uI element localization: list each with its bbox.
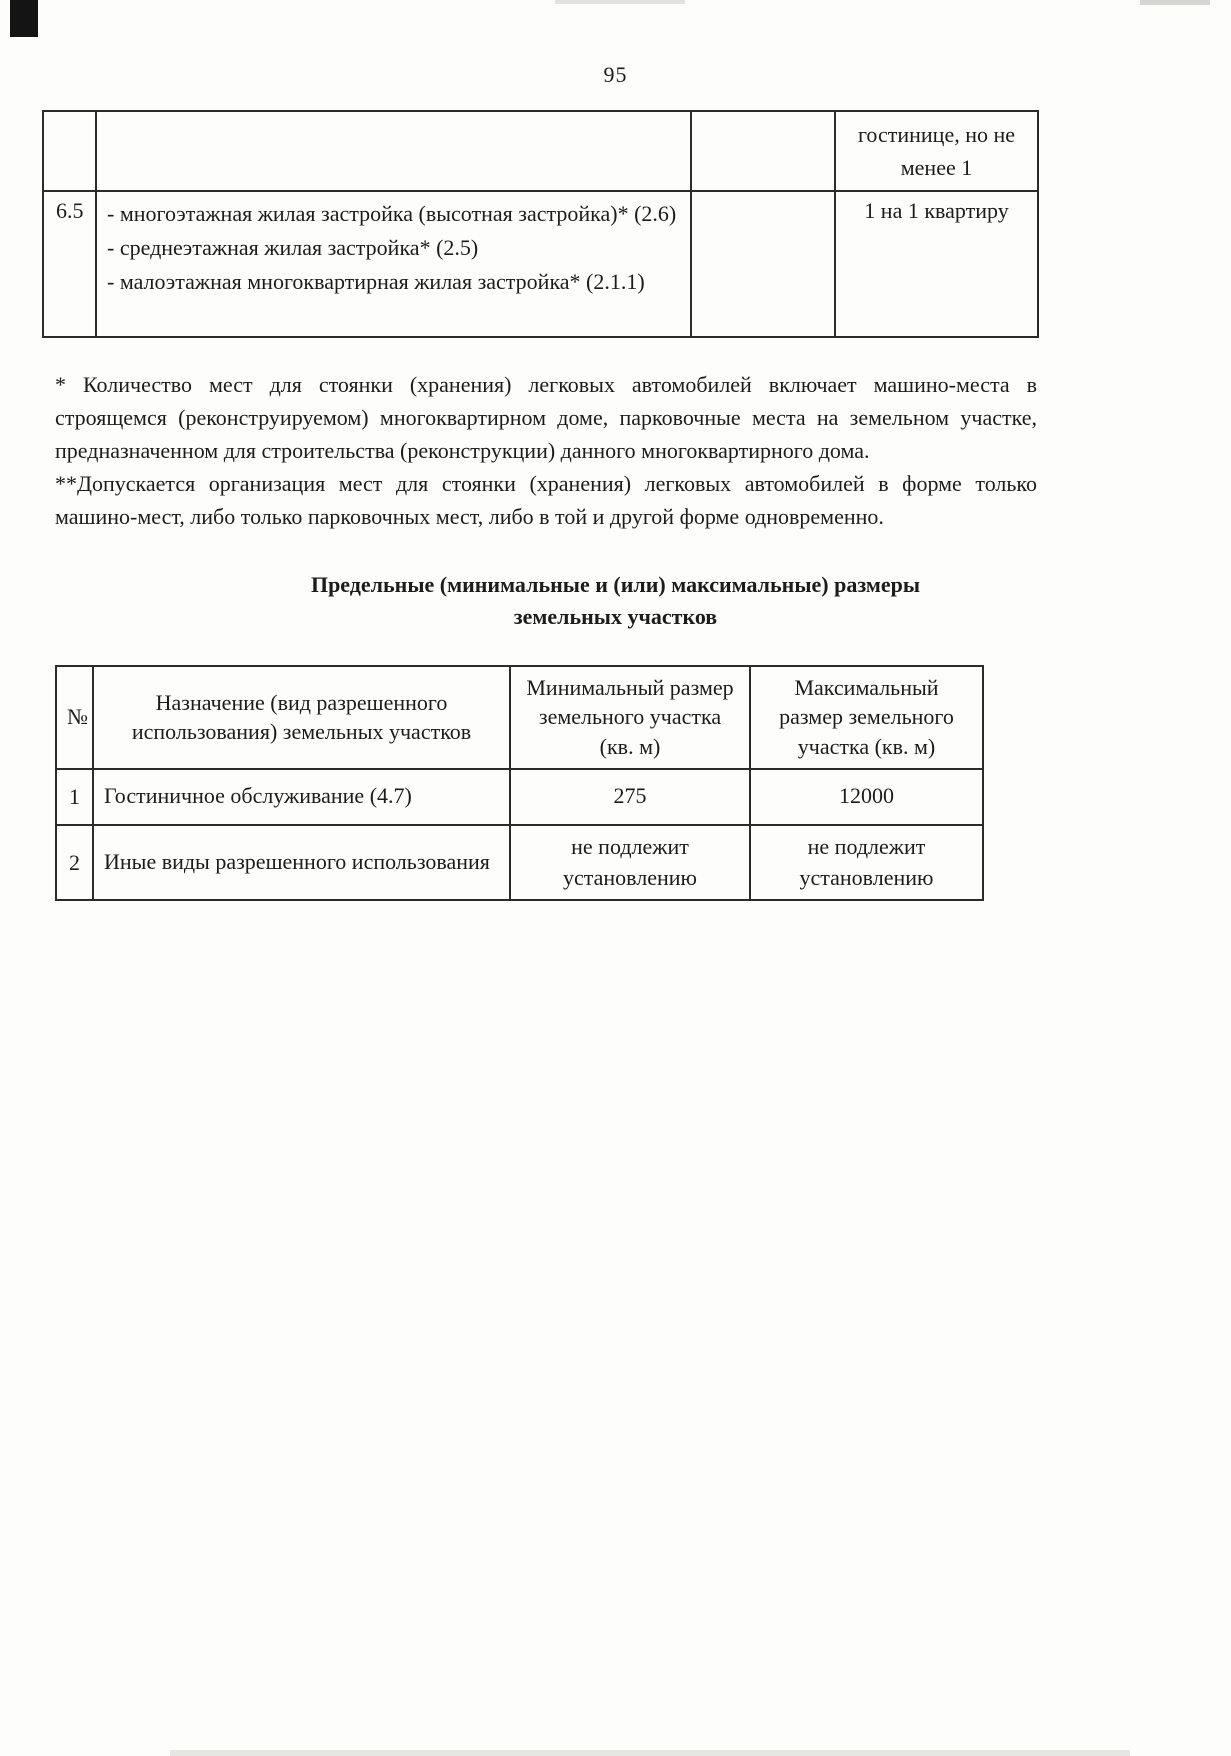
table-cell-max-size: не подлежит установлению <box>750 825 983 901</box>
header-cell-purpose: Назначение (вид разрешенного использования) земельных участков <box>93 666 510 769</box>
header-cell-max-size: Максимальный размер земельного участка (кв. м) <box>750 666 983 769</box>
table-row <box>43 111 1038 191</box>
table-row <box>43 191 1038 337</box>
header-cell-min-size: Минимальный размер земельного участка (кв. м) <box>510 666 750 769</box>
table-row <box>56 769 983 825</box>
scan-edge-artifact <box>555 0 685 4</box>
table-cell-min-size: 275 <box>510 769 750 825</box>
scan-edge-artifact <box>170 1750 1130 1756</box>
table-cell-norm: гостинице, но не менее 1 <box>835 111 1038 191</box>
scan-edge-artifact <box>1140 0 1210 5</box>
table-cell-blank <box>691 111 835 191</box>
table-cell-blank <box>691 191 835 337</box>
section-title <box>0 569 1231 633</box>
table-cell-number: 1 <box>56 769 93 825</box>
table-row <box>56 825 983 901</box>
section-title-line-2: земельных участков <box>513 603 718 629</box>
land-use-item: - многоэтажная жилая застройка (высотная застройка)* (2.6) <box>107 201 677 226</box>
table-cell-number: 6.5 <box>43 191 96 337</box>
footnote-double-asterisk: **Допускается организация мест для стоянки (хранения) легковых автомобилей в форме только машино-мест, либо только парковочных мест, либо в той и другой форме одновременно. <box>55 471 1037 529</box>
section-title-line-1: Предельные (минимальные и (или) максимальные) размеры <box>310 572 921 597</box>
table-cell-max-size: 12000 <box>750 769 983 825</box>
table-cell-description <box>96 191 691 337</box>
scan-corner-mark <box>10 0 38 37</box>
land-use-item: - малоэтажная многоквартирная жилая застройка* (2.1.1) <box>107 268 645 294</box>
page-number: 95 <box>603 62 628 87</box>
land-use-item: - среднеэтажная жилая застройка* (2.5) <box>107 234 479 260</box>
table-cell-number <box>43 111 96 191</box>
header-cell-number: № <box>56 666 93 769</box>
table-cell-purpose: Иные виды разрешенного использования <box>93 825 510 901</box>
footnotes-block <box>55 368 1037 533</box>
table-cell-purpose: Гостиничное обслуживание (4.7) <box>93 769 510 825</box>
parking-requirements-table-continuation <box>42 110 1039 338</box>
land-plot-limits-table <box>55 665 984 902</box>
table-cell-number: 2 <box>56 825 93 901</box>
table-cell-min-size: не подлежит установлению <box>510 825 750 901</box>
table-header-row <box>56 666 983 769</box>
footnote-single-asterisk: * Количество мест для стоянки (хранения) легковых автомобилей включает машино-места в строящемся (реконструируемом) многоквартирном доме, парковочные места на земельном участке, предназначенном для строительства (реконструкции) данного многоквартирного дома. <box>55 372 1037 463</box>
table-cell-norm: 1 на 1 квартиру <box>835 191 1038 337</box>
table-cell-description <box>96 111 691 191</box>
